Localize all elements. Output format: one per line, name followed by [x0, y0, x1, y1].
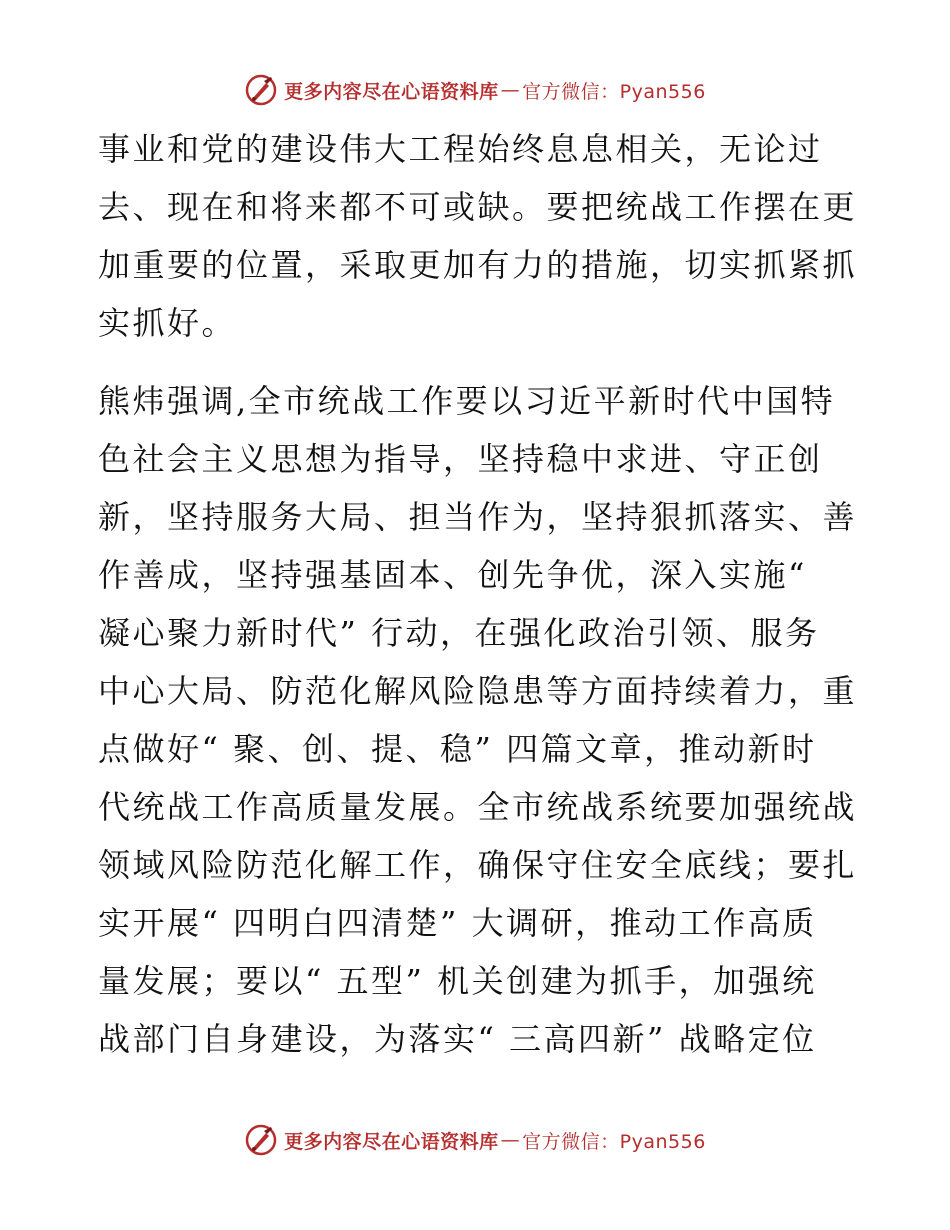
text-line: 作善成，坚持强基固本、创先争优，深入实施“ [98, 556, 807, 594]
paragraph-gap [98, 352, 858, 372]
text-line: 点做好“ 聚、创、提、稳” 四篇文章，推动新时 [98, 730, 817, 768]
footer-banner [0, 1120, 950, 1160]
banner-wechat: 官方微信：Pyan556 [522, 1130, 706, 1153]
text-line: 凝心聚力新时代” 行动，在强化政治引领、服务 [98, 614, 820, 652]
quill-logo-icon [244, 73, 278, 107]
text-line: 战部门自身建设，为落实“ 三高四新” 战略定位 [98, 1020, 817, 1058]
text-line: 代统战工作高质量发展。全市统战系统要加强统战 [98, 788, 858, 826]
paragraph-1 [98, 120, 858, 352]
banner-wechat: 官方微信：Pyan556 [522, 80, 706, 103]
text-line: 中心大局、防范化解风险隐患等方面持续着力，重 [98, 672, 858, 710]
header-banner [0, 70, 950, 110]
text-line: 熊炜强调,全市统战工作要以习近平新时代中国特 [98, 382, 836, 420]
banner-dash: — [500, 1129, 521, 1151]
text-line: 加重要的位置，采取更加有力的措施，切实抓紧抓 [98, 246, 858, 284]
text-line: 新，坚持服务大局、担当作为，坚持狠抓落实、善 [98, 498, 858, 536]
banner-text: 更多内容尽在心语资料库 [284, 80, 499, 103]
text-line: 实开展“ 四明白四清楚” 大调研，推动工作高质 [98, 904, 817, 942]
text-line: 领域风险防范化解工作，确保守住安全底线；要扎 [98, 846, 858, 884]
document-body [98, 120, 858, 1068]
banner-dash: — [500, 79, 521, 101]
text-line: 去、现在和将来都不可或缺。要把统战工作摆在更 [98, 188, 858, 226]
banner-text: 更多内容尽在心语资料库 [284, 1130, 499, 1153]
text-line: 实抓好。 [98, 304, 237, 342]
paragraph-2 [98, 372, 858, 1068]
text-line: 事业和党的建设伟大工程始终息息相关，无论过 [98, 130, 823, 168]
text-line: 色社会主义思想为指导，坚持稳中求进、守正创 [98, 440, 823, 478]
text-line: 量发展；要以“ 五型” 机关创建为抓手，加强统 [98, 962, 817, 1000]
quill-logo-icon [244, 1123, 278, 1157]
